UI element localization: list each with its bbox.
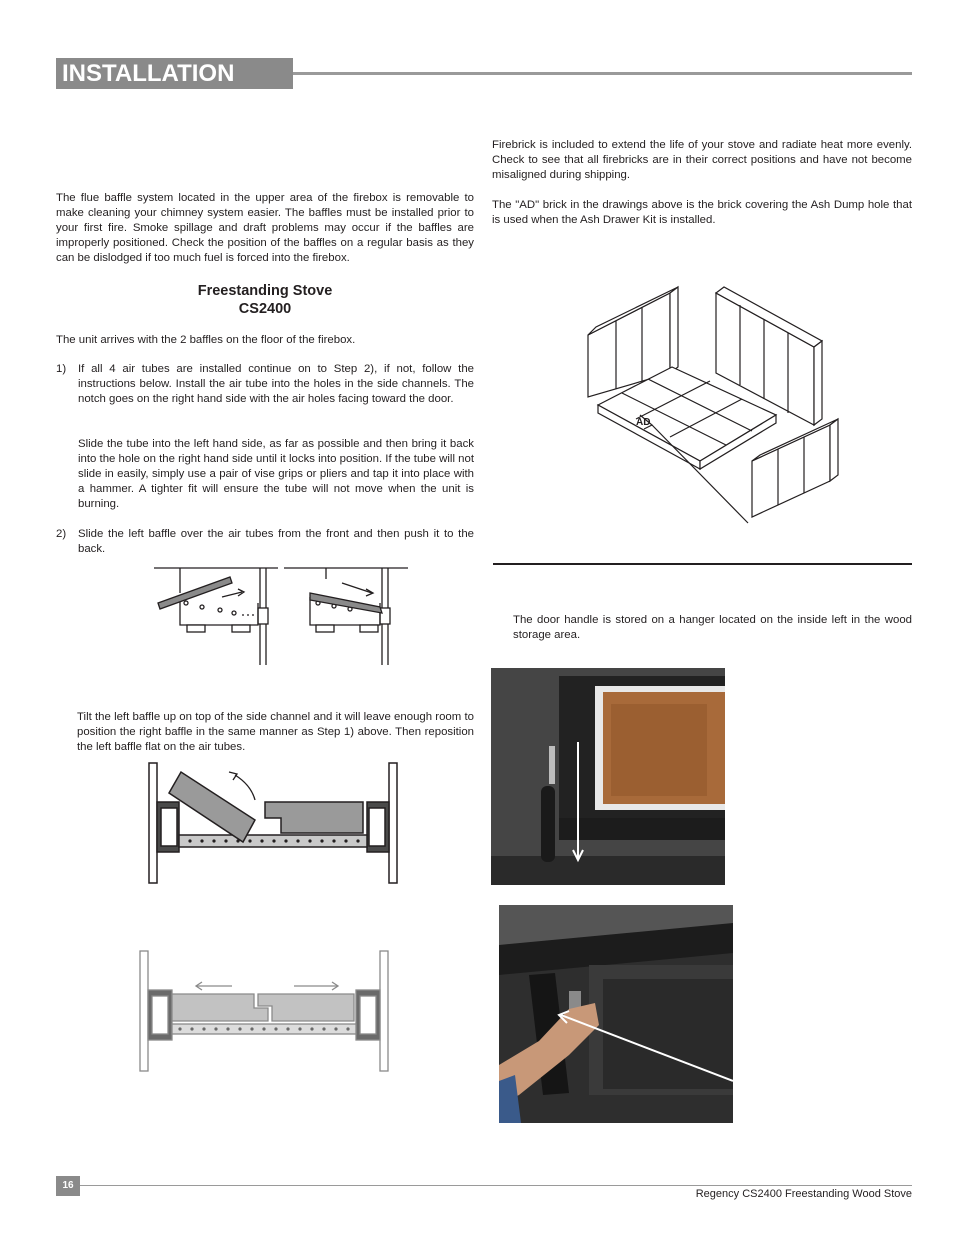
arrival-note: The unit arrives with the 2 baffles on the floor of the firebox.: [56, 334, 356, 346]
ash-dump-paragraph: The "AD" brick in the drawings above is the brick covering the Ash Dump hole that is used when the Ash Drawer Kit is installed.: [492, 199, 912, 226]
footer-rule: [80, 1185, 912, 1186]
wood-storage-photo: [499, 905, 733, 1123]
door-handle-paragraph: The door handle is stored on a hanger located on the inside left in the wood storage area.: [513, 614, 912, 641]
baffle-tilt-diagram: [145, 760, 405, 886]
page-number: 16: [56, 1176, 80, 1196]
step-1-number: 1): [56, 363, 67, 375]
baffle-intro-paragraph: The flue baffle system located in the upper area of the firebox is removable to make cleaning your chimney system easier. The baffles must be installed prior to your first fire. Smoke spillage and draft problems may occur if the baffles are improperly positioned. Check the position of the baffles on a regular basis as they can be dislodged if too much fuel is forced into the firebox.: [56, 192, 474, 264]
caption-line-2: CS2400: [238, 301, 292, 317]
figure-caption: [165, 282, 365, 318]
baffle-slide-diagram: [150, 563, 410, 669]
caption-line-1: Freestanding Stove: [197, 283, 333, 299]
section-divider: [493, 563, 912, 565]
door-handle-photo: [491, 668, 725, 885]
step-2-text: Slide the left baffle over the air tubes from the front and then push it to the back.: [78, 528, 474, 555]
step-1-text: If all 4 air tubes are installed continue on to Step 2), if not, follow the instructions below. Install the air tube into the holes in the side channels. The notch goes on the right hand side with the air holes facing toward the door.: [78, 363, 474, 405]
firebrick-paragraph: Firebrick is included to extend the life of your stove and radiate heat more evenly. Check to see that all firebricks are in their correct positions and have not become misaligned during shipping.: [492, 139, 912, 181]
header-rule: [293, 72, 912, 75]
firebrick-diagram: [580, 285, 845, 530]
footer-document-title: Regency CS2400 Freestanding Wood Stove: [695, 1188, 912, 1200]
tilt-instruction: Tilt the left baffle up on top of the side channel and it will leave enough room to position the right baffle in the same manner as Step 1) above. Then reposition the left baffle flat on the air tubes.: [77, 711, 474, 753]
section-title: INSTALLATION: [56, 58, 293, 89]
step-2-number: 2): [56, 528, 67, 540]
ad-brick-label: AD: [636, 417, 651, 428]
baffle-final-diagram: [136, 948, 392, 1073]
step-1-text-continued: Slide the tube into the left hand side, as far as possible and then bring it back into the hole on the right hand side until it locks into position. If the tube will not slide in easily, simply use a pair of vise grips or pliers and tap it into place with a hammer. A tighter fit will ensure the tube will not move when the unit is burning.: [78, 438, 474, 510]
